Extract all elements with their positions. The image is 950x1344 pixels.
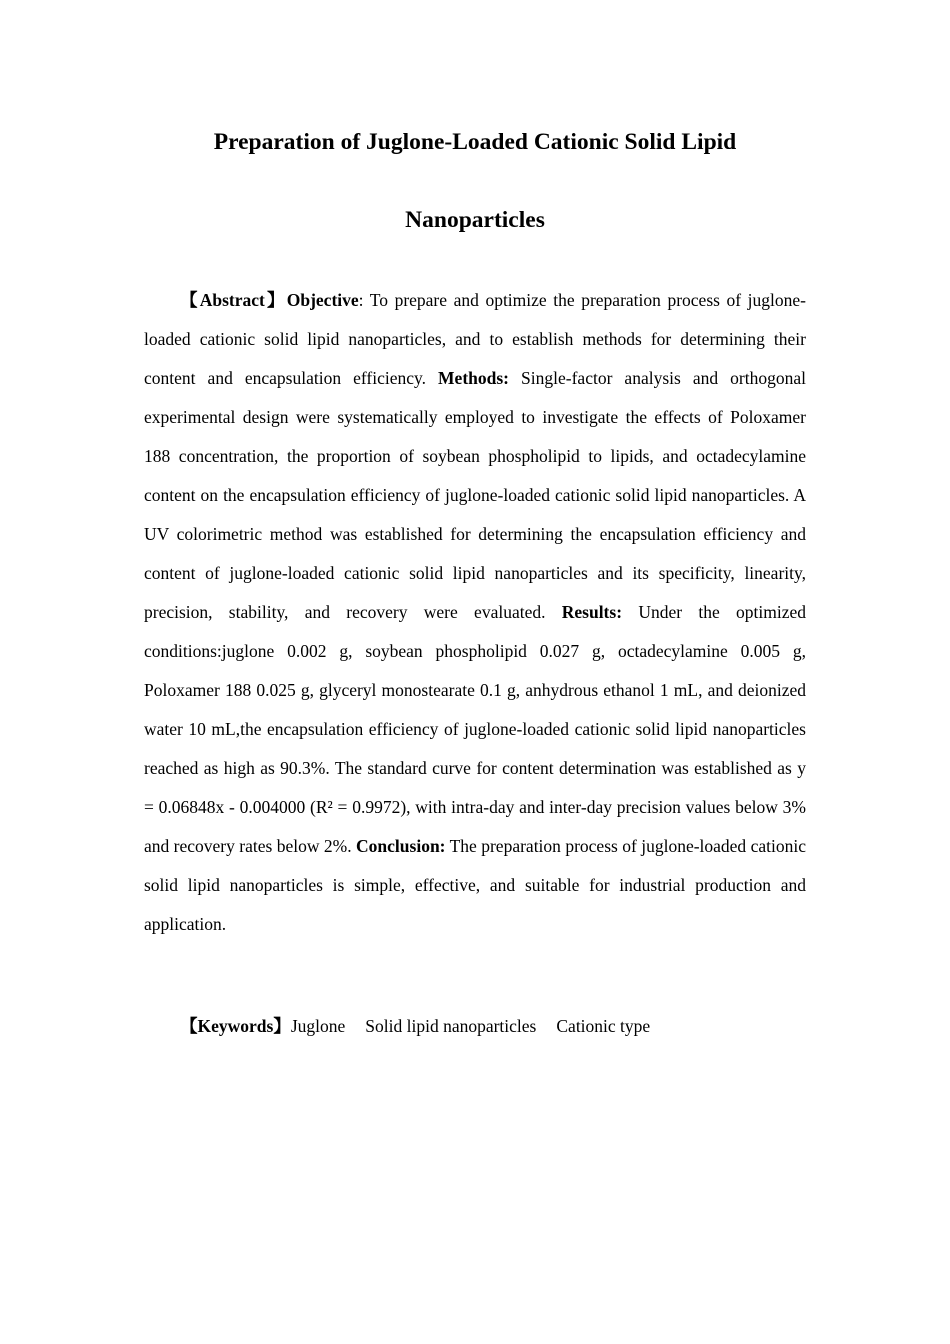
conclusion-label: Conclusion:: [356, 836, 446, 856]
objective-text: : To prepare and optimize the preparation process of juglone-loaded cationic solid lipid nanoparticles, and to establish methods for determining their content and encapsulation efficiency.: [144, 290, 806, 388]
results-text: Under the optimized conditions:juglone 0.002 g, soybean phospholipid 0.027 g, octadecylamine 0.005 g, Poloxamer 188 0.025 g, glyceryl monostearate 0.1 g, anhydrous ethanol 1 mL, and deionized water 10 mL,the encapsulation efficiency of juglone-loaded cationic solid lipid nanoparticles reached as high as 90.3%. The standard curve for content determination was established as y = 0.06848x - 0.004000 (R² = 0.9972), with intra-day and inter-day precision values below 3% and recovery rates below 2%.: [144, 602, 806, 856]
results-label: Results:: [561, 602, 623, 622]
keywords-label: 【Keywords】: [180, 1016, 291, 1036]
keyword-item: Cationic type: [556, 1016, 651, 1036]
paper-title-line-2: Nanoparticles: [405, 207, 545, 233]
keywords-line: [144, 1007, 806, 1046]
conclusion-text: The preparation process of juglone-loaded cationic solid lipid nanoparticles is simple, effective, and suitable for industrial production and application.: [144, 836, 806, 934]
abstract-paragraph: [144, 281, 806, 944]
abstract-label: 【Abstract】: [180, 290, 287, 310]
paper-title-line-1: Preparation of Juglone-Loaded Cationic Solid Lipid: [213, 129, 737, 155]
methods-label: Methods:: [438, 368, 509, 388]
paper-title: [144, 103, 806, 259]
keyword-item: Juglone: [290, 1016, 346, 1036]
methods-text: Single-factor analysis and orthogonal experimental design were systematically employed to investigate the effects of Poloxamer 188 concentration, the proportion of soybean phospholipid to lipids, and octadecylamine content on the encapsulation efficiency of juglone-loaded cationic solid lipid nanoparticles. A UV colorimetric method was established for determining the encapsulation efficiency and content of juglone-loaded cationic solid lipid nanoparticles and its specificity, linearity, precision, stability, and recovery were evaluated.: [144, 368, 806, 622]
keyword-item: Solid lipid nanoparticles: [365, 1016, 537, 1036]
objective-label: Objective: [286, 290, 359, 310]
